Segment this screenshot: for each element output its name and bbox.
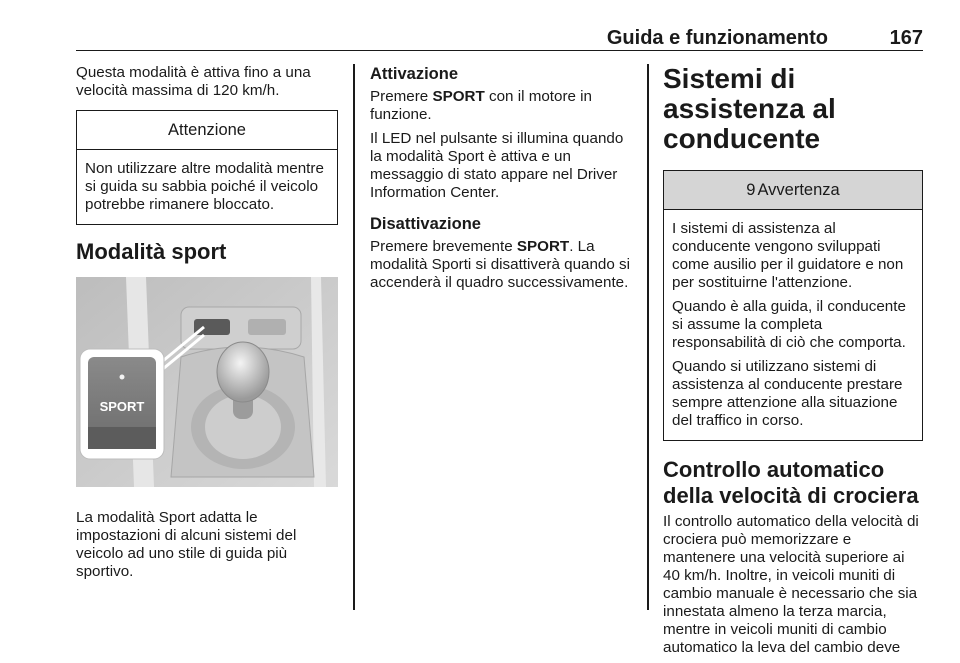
page-number: 167 (889, 27, 923, 49)
section-title-sport: Modalità sport (76, 239, 227, 264)
column-left (76, 64, 338, 587)
led-paragraph: Il LED nel pulsante si illumina quando la modalità Sport è attiva e un messaggio di stato appare nel Driver Information Center. (370, 130, 624, 201)
sport-button-figure (76, 277, 338, 487)
warning-text: Quando è alla guida, il conducente si assume la completa responsabilità di ciò che comporta. (672, 298, 906, 351)
running-title: Guida e funzionamento (606, 27, 828, 49)
caution-text: Non utilizzare altre modalità mentre si guida su sabbia poiché il veicolo potrebbe rimanere bloccato. (85, 160, 324, 213)
page-header (76, 0, 923, 51)
warning-box (663, 170, 923, 441)
column-middle (370, 64, 632, 298)
warning-text: Quando si utilizzano sistemi di assistenza al conducente prestare sempre attenzione alla situazione del traffico in corso. (672, 358, 903, 429)
activation-title: Attivazione (370, 65, 459, 83)
caution-box (76, 110, 338, 225)
warning-text: I sistemi di assistenza al conducente vengono sviluppati come ausilio per il guidatore e non per sostituirne l'attenzione. (672, 220, 904, 291)
caution-title: Attenzione (77, 111, 337, 150)
warning-title: Avvertenza (757, 180, 840, 199)
intro-paragraph: Questa modalità è attiva fino a una velocità massima di 120 km/h. (76, 64, 311, 99)
warning-header (664, 171, 922, 210)
column-divider (353, 64, 355, 610)
sport-keyword: SPORT (432, 88, 485, 105)
section-title-cruise: Controllo automatico della velocità di crociera (663, 457, 919, 508)
deactivation-paragraph: Premere brevemente SPORT. La modalità Sporti si disattiverà quando si accenderà il quadro successivamente. (370, 238, 631, 291)
deactivation-title: Disattivazione (370, 215, 481, 233)
figure-caption: La modalità Sport adatta le impostazioni di alcuni sistemi del veicolo ad uno stile di guida più sportivo. (76, 509, 297, 580)
activation-paragraph: Premere SPORT con il motore in funzione. (370, 88, 592, 123)
cruise-paragraph: Il controllo automatico della velocità di crociera può memorizzare e mantenere una velocità superiore ai 40 km/h. Inoltre, in veicoli muniti di cambio manuale è necessario che sia innestata almeno la terza marcia, mentre in veicoli muniti di cambio automatico la leva del cambio deve (663, 513, 919, 656)
column-right (663, 64, 923, 663)
column-divider (647, 64, 649, 610)
sport-keyword: SPORT (516, 238, 570, 255)
sport-button-label: SPORT (99, 399, 145, 414)
chapter-title: Sistemi di assistenza al conducente (663, 63, 836, 154)
warning-icon: 9 (746, 180, 756, 199)
